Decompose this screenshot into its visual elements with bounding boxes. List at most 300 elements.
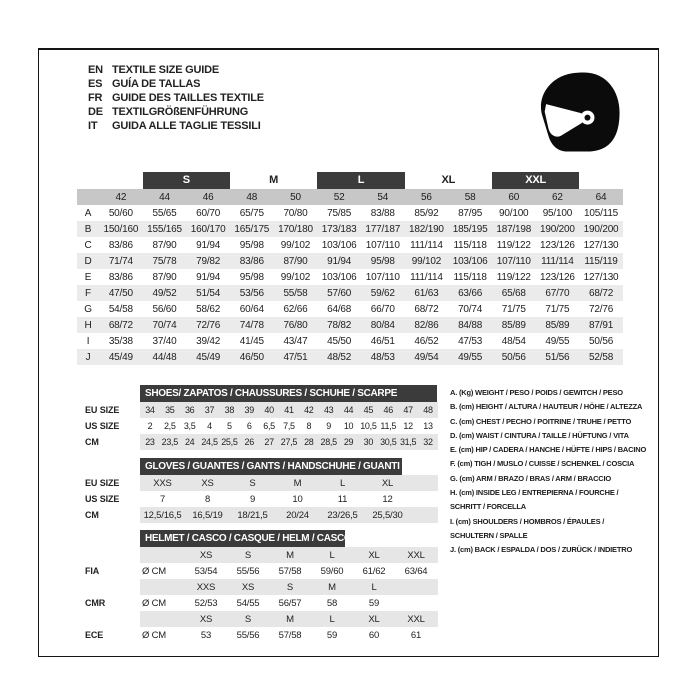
size-value-cell: 99/102 [280,239,311,251]
size-value-cell: 64/68 [327,303,352,315]
helmet-value-cell: 59 [326,629,338,641]
glove-size-cell: 7 [159,493,166,505]
size-value-cell: 45/49 [108,351,133,363]
helmet-value-cell: 59/60 [320,565,344,577]
size-value-cell: 173/183 [321,223,357,235]
helmet-section-title: HELMET / CASCO / CASQUE / HELM / CASCO [140,530,345,547]
shoe-size-cell: 13 [423,421,433,431]
size-value-cell: 39/42 [196,335,221,347]
shoes-section-title: SHOES/ ZAPATOS / CHAUSSURES / SCHUHE / SCARPE [140,385,437,402]
language-row [88,63,264,77]
size-value-cell: 48/53 [370,351,395,363]
size-value-cell: 150/160 [103,223,139,235]
helmet-size-label: XS [199,549,213,561]
size-value-cell: 55/65 [152,207,177,219]
helmet-size-label: L [329,613,335,625]
shoe-size-cell: 2,5 [163,421,176,431]
size-value-cell: 79/82 [196,255,221,267]
shoe-size-cell: 27 [264,437,274,447]
glove-size-cell: 18/21,5 [237,509,268,521]
size-value-cell: 49/54 [414,351,439,363]
spacer-cell [579,172,623,189]
size-value-cell: 63/66 [458,287,483,299]
size-value-cell: 115/118 [453,239,487,251]
size-value-cell: 50/56 [501,351,526,363]
helmet-value-cell: 53 [200,629,212,641]
standard-label: ECE [85,630,104,640]
size-column-header: 62 [552,191,563,203]
legend-line: I. (cm) SHOULDERS / HOMBROS / ÉPAULES / [450,516,605,526]
row-letter: A [84,207,92,219]
shoe-size-cell: 12 [403,421,413,431]
size-value-cell: 60/70 [196,207,221,219]
size-value-cell: 53/56 [239,287,264,299]
shoe-size-cell: 8 [306,421,312,431]
size-badge-xl: XL [441,174,456,186]
helmet-size-label: XXL [407,613,425,625]
gloves-cells [140,507,438,523]
size-value-cell: 87/90 [152,271,177,283]
size-value-cell: 103/106 [321,239,357,251]
shoe-size-cell: 5 [227,421,232,431]
shoe-size-cell: 30,5 [380,437,397,447]
size-value-cell: 182/190 [409,223,444,235]
size-value-cell: 47/50 [108,287,133,299]
size-table-row [77,349,623,365]
size-value-cell: 70/74 [458,303,483,315]
size-value-cell: 56/60 [152,303,177,315]
size-value-cell: 177/187 [365,223,401,235]
size-value-cell: 72/76 [589,303,614,315]
size-value-cell: 71/75 [545,303,570,315]
shoes-row [85,418,438,434]
gloves-cells [140,475,438,491]
size-value-cell: 107/110 [496,255,531,267]
size-value-cell: 105/115 [584,207,619,219]
shoes-cells [140,418,438,434]
size-table-row [77,205,623,221]
size-value-cell: 50/56 [589,335,614,347]
size-value-cell: 107/110 [365,239,400,251]
shoe-size-cell: 26 [244,437,254,447]
racing-helmet-icon [534,66,627,159]
size-value-cell: 99/102 [411,255,442,267]
size-value-cell: 85/92 [414,207,439,219]
helmet-values-row [85,595,438,611]
shoe-size-cell: 32 [423,437,433,447]
gloves-cells [140,491,438,507]
shoe-size-cell: 29 [343,437,354,447]
shoe-size-cell: 11,5 [380,421,397,431]
helmet-value-cells [140,595,438,611]
size-column-header: 58 [464,191,476,203]
size-value-cell: 76/80 [283,319,308,331]
glove-size-cell: 12 [382,493,393,505]
language-label: TEXTILE SIZE GUIDE [112,64,220,76]
size-value-cell: 48/54 [501,335,526,347]
language-label: GUIDA ALLE TAGLIE TESSILI [112,120,261,132]
size-value-cell: 111/114 [410,239,443,251]
legend-line: G. (cm) ARM / BRAZO / BRAS / ARM / BRACCIO [450,473,612,483]
size-value-cell: 83/88 [370,207,395,219]
shoe-size-cell: 35 [165,405,175,415]
size-value-cell: 111/114 [410,271,443,283]
size-value-cell: 68/72 [108,319,133,331]
diameter-cm-label: Ø CM [142,597,167,609]
size-value-cell: 103/106 [452,255,488,267]
glove-size-cell: 9 [249,493,256,505]
size-value-cell: 52/58 [589,351,614,363]
size-table-row [77,333,623,349]
size-table-row [77,285,623,301]
language-code: EN [88,64,103,76]
shoes-row [85,402,438,418]
size-value-cell: 127/130 [583,239,619,251]
glove-size-cell: 16,5/19 [192,509,223,521]
shoe-size-cell: 27,5 [280,437,298,447]
helmet-section [85,530,438,643]
size-value-cell: 68/72 [414,303,439,315]
size-table-row [77,317,623,333]
size-value-cell: 107/110 [365,271,400,283]
size-value-cell: 83/86 [108,239,133,251]
shoe-size-cell: 36 [184,405,195,415]
diameter-cm-label: Ø CM [142,629,167,641]
helmet-size-label: L [329,549,335,561]
size-value-cell: 59/62 [370,287,395,299]
size-value-cell: 165/175 [234,223,270,235]
shoe-size-cell: 2 [147,421,153,431]
shoes-rows [85,402,438,450]
size-value-cell: 55/58 [283,287,308,299]
size-value-cell: 90/100 [499,207,529,219]
measurement-legend [450,386,658,558]
size-value-cell: 123/126 [540,271,575,283]
helmet-size-label: S [244,613,252,625]
glove-size-cell: M [293,477,302,489]
size-value-cell: 87/91 [589,319,614,331]
gloves-row [85,475,438,491]
shoe-size-cell: 4 [207,421,212,431]
glove-size-cell: 12,5/16,5 [143,509,182,521]
size-column-header: 50 [290,191,301,203]
helmet-group [85,611,438,643]
size-value-cell: 119/122 [496,271,531,283]
size-value-cell: 54/58 [108,303,133,315]
shoe-size-cell: 30 [363,437,374,447]
helmet-value-cell: 52/53 [194,597,218,609]
size-value-cell: 119/122 [496,239,531,251]
size-value-cell: 87/90 [152,239,177,251]
size-column-header: 44 [159,191,170,203]
size-value-cell: 85/89 [501,319,526,331]
glove-size-cell: 25,5/30 [372,509,403,521]
size-value-cell: 50/60 [108,207,133,219]
size-column-header: 52 [333,191,345,203]
legend-line: F. (cm) TIGH / MUSLO / CUISSE / SCHENKEL / COSCIA [450,459,635,469]
glove-size-cell: XXS [153,477,172,489]
language-code: FR [88,92,103,104]
helmet-size-cells [140,547,438,563]
helmet-value-cell: 54/55 [236,597,260,609]
helmet-size-label: S [286,581,294,593]
row-letter: C [84,239,92,251]
shoe-size-cell: 6 [246,421,252,431]
size-value-cell: 37/40 [152,335,177,347]
size-value-cell: 170/180 [278,223,313,235]
helmet-value-cell: 60 [368,629,380,641]
helmet-value-cell: 55/56 [236,565,260,577]
legend-line: A. (Kg) WEIGHT / PESO / POIDS / GEWITCH / PESO [450,388,623,397]
language-label: TEXTILGRÖßENFÜHRUNG [112,106,249,118]
language-row [88,119,264,133]
legend-line: E. (cm) HIP / CADERA / HANCHE / HÜFTE / HIPS / BACINO [450,445,647,455]
helmet-value-cell: 63/64 [404,565,428,577]
row-label: EU SIZE [85,405,120,415]
row-letter: G [84,303,92,315]
helmet-sizes-row [85,579,438,595]
shoes-cells [140,402,438,418]
helmet-value-cell: 59 [368,597,380,609]
size-value-cell: 67/70 [545,287,570,299]
size-value-cell: 61/63 [414,287,439,299]
legend-line: J. (cm) BACK / ESPALDA / DOS / ZURÜCK / INDIETRO [450,545,633,555]
size-value-cell: 60/64 [239,303,264,315]
size-badge-xxl: XXL [492,172,579,189]
size-value-cell: 70/80 [283,207,308,219]
helmet-value-cell: 53/54 [194,565,218,577]
glove-size-cell: XL [381,477,394,489]
language-row [88,91,264,105]
helmet-value-cells [140,627,438,643]
size-badge-s: S [143,172,230,189]
size-value-cell: 75/78 [152,255,177,267]
row-letter: H [84,319,92,331]
size-group-row [77,172,623,189]
size-value-cell: 91/94 [196,271,221,283]
legend-line: B. (cm) HEIGHT / ALTURA / HAUTEUR / HÖHE / ALTEZZA [450,402,643,412]
size-value-cell: 115/118 [453,271,487,283]
shoe-size-cell: 41 [284,405,294,415]
glove-size-cell: 23/26,5 [327,509,358,521]
size-value-cell: 46/52 [414,335,439,347]
size-value-cell: 91/94 [327,255,352,267]
size-value-cell: 78/82 [327,319,352,331]
size-value-cell: 75/85 [327,207,352,219]
size-number-header-row [77,189,623,205]
diameter-cm-label: Ø CM [142,565,167,577]
shoe-size-cell: 42 [304,405,314,415]
size-value-cell: 74/78 [239,319,264,331]
helmet-size-label: M [286,613,294,625]
row-label: CM [85,437,99,447]
helmet-value-cell: 61/62 [362,565,386,577]
helmet-size-label: XXS [196,581,216,593]
size-value-cell: 87/95 [458,207,483,219]
size-column-header: 64 [595,191,607,203]
size-value-cell: 65/68 [501,287,526,299]
size-value-cell: 49/55 [458,351,483,363]
shoe-size-cell: 24,5 [201,437,218,447]
glove-size-cell: 20/24 [286,509,309,521]
size-value-cell: 48/52 [327,351,352,363]
size-value-cell: 123/126 [540,239,575,251]
size-value-cell: 103/106 [321,271,357,283]
size-table-row [77,253,623,269]
size-column-header: 56 [421,191,432,203]
size-value-cell: 87/90 [283,255,308,267]
gloves-row [85,507,438,523]
language-label: GUIDE DES TAILLES TEXTILE [112,92,264,104]
size-value-cell: 190/200 [540,223,575,235]
size-value-cell: 35/38 [108,335,133,347]
glove-size-cell: 11 [337,493,348,505]
language-code: IT [88,120,98,132]
language-row [88,105,264,119]
standard-label: FIA [85,566,100,576]
row-letter: F [85,287,91,299]
helmet-size-label: L [371,581,377,593]
shoe-size-cell: 9 [326,421,332,431]
shoe-size-cell: 46 [383,405,393,415]
size-value-cell: 72/76 [196,319,221,331]
language-row [88,77,264,91]
helmet-value-cell: 61 [410,629,422,641]
shoe-size-cell: 39 [244,405,254,415]
size-value-cell: 47/53 [458,335,483,347]
size-value-cell: 95/98 [239,271,264,283]
glove-size-cell: S [249,477,256,489]
legend-line: H. (cm) INSIDE LEG / ENTREPIERNA / FOURCHE / [450,488,619,498]
helmet-size-label: XL [368,613,380,625]
size-value-cell: 57/60 [327,287,352,299]
shoe-size-cell: 6,5 [263,421,275,431]
size-value-cell: 51/56 [545,351,570,363]
shoe-size-cell: 10,5 [360,421,377,431]
size-value-cell: 83/86 [239,255,264,267]
size-value-cell: 111/114 [541,255,574,267]
size-value-cell: 160/170 [190,223,226,235]
size-value-cell: 68/72 [589,287,614,299]
gloves-section [85,458,438,523]
language-code: DE [88,106,103,118]
helmet-size-cells [140,611,438,627]
helmet-rows [85,547,438,643]
size-value-cell: 44/48 [152,351,177,363]
shoe-size-cell: 23,5 [161,437,178,447]
shoes-section [85,385,438,450]
standard-label: CMR [85,598,106,608]
glove-size-cell: XS [201,477,214,489]
size-value-cell: 115/119 [584,255,618,267]
row-label: US SIZE [85,421,120,431]
size-value-cell: 47/51 [283,351,308,363]
shoe-size-cell: 25,5 [221,437,238,447]
language-code: ES [88,78,103,90]
size-column-header: 48 [246,191,258,203]
legend-line: SCHULTERN / SPALLE [450,530,528,540]
size-value-cell: 95/98 [239,239,264,251]
size-table-row [77,269,623,285]
size-value-cell: 62/66 [283,303,308,315]
size-value-cell: 71/75 [501,303,526,315]
helmet-size-label: M [286,549,294,561]
shoes-row [85,434,438,450]
size-value-cell: 185/195 [452,223,488,235]
shoe-size-cell: 23 [145,437,155,447]
row-letter: E [84,271,92,283]
helmet-size-label: XL [368,549,380,561]
glove-size-cell: 10 [292,493,303,505]
size-column-header: 60 [508,191,520,203]
language-label: GUÍA DE TALLAS [112,78,201,90]
size-value-cell: 85/89 [545,319,570,331]
row-letter: D [84,255,92,267]
helmet-group [85,579,438,611]
size-value-cell: 45/50 [327,335,352,347]
helmet-size-cells [140,579,438,595]
gloves-rows [85,475,438,523]
legend-line: SCHRITT / FORCELLA [450,502,526,512]
shoe-size-cell: 28 [304,437,314,447]
size-value-cell: 95/98 [370,255,395,267]
shoe-size-cell: 7,5 [283,421,295,431]
spacer-cell [99,172,143,189]
size-value-cell: 127/130 [583,271,619,283]
row-letter: J [85,351,91,363]
size-table-row [77,237,623,253]
size-value-cell: 187/198 [496,223,532,235]
size-table-row [77,301,623,317]
helmet-size-label: XXL [407,549,425,561]
legend-line: C. (cm) CHEST / PECHO / POITRINE / TRUHE / PETTO [450,416,632,426]
helmet-value-cell: 55/56 [236,629,260,641]
helmet-sizes-row [85,547,438,563]
size-table-row [77,221,623,237]
helmet-value-cells [140,563,438,579]
size-value-cell: 95/100 [542,207,573,219]
shoe-size-cell: 48 [423,405,433,415]
shoe-size-cell: 31,5 [399,437,417,447]
size-column-header: 46 [202,191,214,203]
helmet-sizes-row [85,611,438,627]
size-value-cell: 190/200 [583,223,619,235]
helmet-group [85,547,438,579]
gloves-section-title: GLOVES / GUANTES / GANTS / HANDSCHUHE / GUANTI [140,458,402,475]
row-label: US SIZE [85,494,120,504]
size-value-cell: 41/45 [239,335,264,347]
helmet-value-cell: 58 [326,597,338,609]
size-value-cell: 70/74 [152,319,177,331]
spacer-cell [77,172,99,189]
size-value-cell: 71/74 [108,255,133,267]
shoe-size-cell: 34 [145,405,155,415]
size-value-cell: 46/50 [239,351,264,363]
size-value-cell: 82/86 [414,319,439,331]
shoe-size-cell: 37 [204,405,215,415]
size-value-cell: 66/70 [370,303,395,315]
helmet-value-cell: 57/58 [278,629,302,641]
helmet-size-label: XS [241,581,255,593]
helmet-values-row [85,563,438,579]
shoe-size-cell: 40 [264,405,274,415]
helmet-size-label: S [244,549,252,561]
glove-size-cell: 8 [204,493,211,505]
size-table-body [77,205,623,365]
size-value-cell: 80/84 [370,319,395,331]
shoes-cells [140,434,438,450]
shoe-size-cell: 38 [224,405,235,415]
